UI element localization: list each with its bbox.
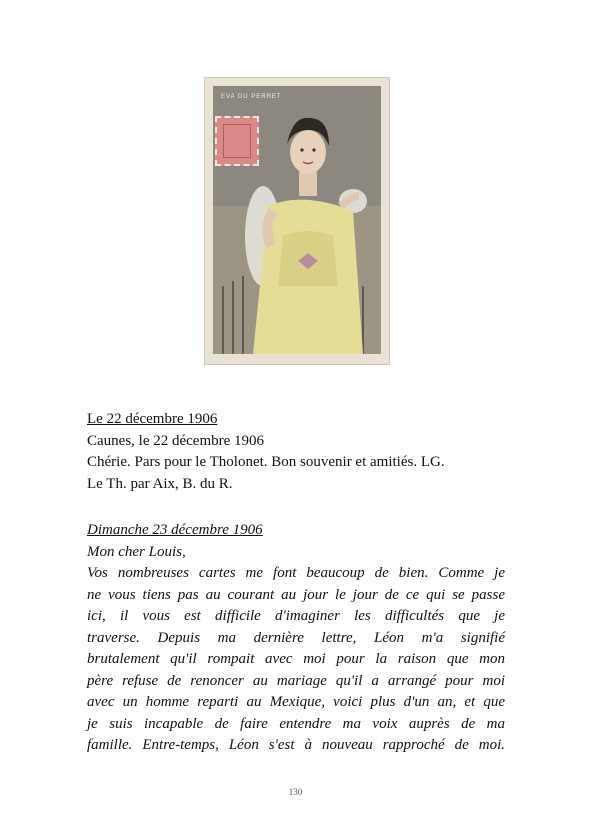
entry-line-2: Chérie. Pars pour le Tholonet. Bon souvenir et amitiés. LG. [87,454,445,470]
letter-line-7: avec un homme reparti au Mexique, voici plus d'un an, et que [87,694,505,710]
entry-line-1: Caunes, le 22 décembre 1906 [87,432,265,449]
letter-line-4: traverse. Depuis ma dernière lettre, Léon m'a signifié [87,629,505,646]
entry-date: Le 22 décembre 1906 [87,411,218,427]
letter-line-3: ici, il vous est difficile d'imaginer les difficultés que je [87,608,505,624]
postcard-caption: EVA DU PERRET [221,94,282,100]
header-entry [87,409,505,495]
letter-line-1: Vos nombreuses cartes me font beaucoup de bien. Comme je [87,565,505,581]
letter [87,520,505,757]
postcard-image [205,78,389,364]
postage-stamp [215,116,259,166]
letter-line-6: père refuse de renoncer au mariage qu'il a arrangé pour moi [87,672,505,689]
letter-line-9: famille. Entre-temps, Léon s'est à nouveau rapproché de moi. [87,737,505,753]
letter-line-2: ne vous tiens pas au courant au jour le jour de ce qui se passe [87,586,505,603]
entry-line-3: Le Th. par Aix, B. du R. [87,475,233,492]
letter-date: Dimanche 23 décembre 1906 [87,522,263,538]
page-number: 130 [288,787,303,797]
letter-salutation: Mon cher Louis, [87,543,186,560]
postcard-photo [213,86,381,354]
letter-line-8: je suis incapable de faire entendre ma voix auprès de ma [87,715,505,732]
letter-line-5: brutalement qu'il rompait avec moi pour la raison que mon [87,651,505,667]
